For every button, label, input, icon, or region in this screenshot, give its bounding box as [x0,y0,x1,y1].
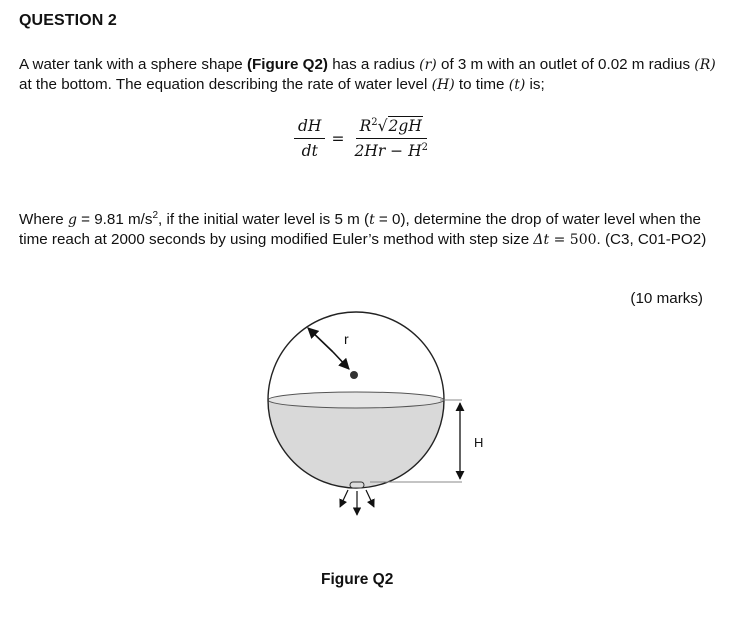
radius-label: r [344,331,349,347]
outlet [350,482,364,488]
p2-equals: = [549,232,570,249]
unit-exponent: 2 [152,210,159,221]
figure-caption: Figure Q2 [321,571,394,588]
p2-text-4: = 0), determine the drop of water level when the time reach at 2000 seconds by using modified Euler’s method with step size [19,211,701,249]
outflow-arrow-right [366,490,374,507]
rhs-den-base: 2Hr − H [354,142,422,161]
equals-sign: = [331,129,345,148]
gravity-symbol: g [67,212,77,229]
question-heading: QUESTION 2 [19,12,117,29]
outlet-radius-symbol: (R) [694,57,716,73]
sqrt-symbol: √ [377,117,388,136]
step-size-symbol: Δt [533,232,550,249]
p1-text-1: A water tank with a sphere shape [19,56,247,73]
p1-text-6: is; [525,76,545,93]
p2-text-6: . (C3, C01-PO2) [596,231,707,249]
lhs-numerator: dH [294,117,325,139]
outflow-arrow-left [340,490,348,507]
p1-text-2: has a radius [327,56,420,73]
p2-text-1: Where [19,211,68,229]
radius-arrow [308,328,333,352]
figure-reference: (Figure Q2) [246,56,328,73]
water-surface [268,392,444,408]
level-symbol: (H) [431,77,455,93]
rhs-num-exponent: 2 [371,117,378,128]
p2-text-3: , if the initial water level is 5 m ( [158,211,370,229]
radius-symbol: (r) [419,57,437,73]
p1-text-5: to time [454,76,509,93]
height-label: H [474,435,484,450]
radius-arrow-lower [333,352,349,369]
sqrt-argument: 2gH [388,117,422,136]
p1-text-4: at the bottom. The equation describing the rate of water level [19,76,432,93]
lhs-denominator: dt [301,142,318,161]
step-size-value: 500 [569,232,597,249]
p1-text-3: of 3 m with an outlet of 0.02 m radius [436,56,695,73]
time-symbol: (t) [508,77,526,93]
p2-text-2: = 9.81 m/s [76,211,153,229]
rhs-den-exponent: 2 [421,142,428,154]
center-point [350,371,358,379]
marks-label: (10 marks) [630,290,703,307]
rhs-num-base: R [359,117,372,136]
time-symbol-2: t [369,212,375,229]
